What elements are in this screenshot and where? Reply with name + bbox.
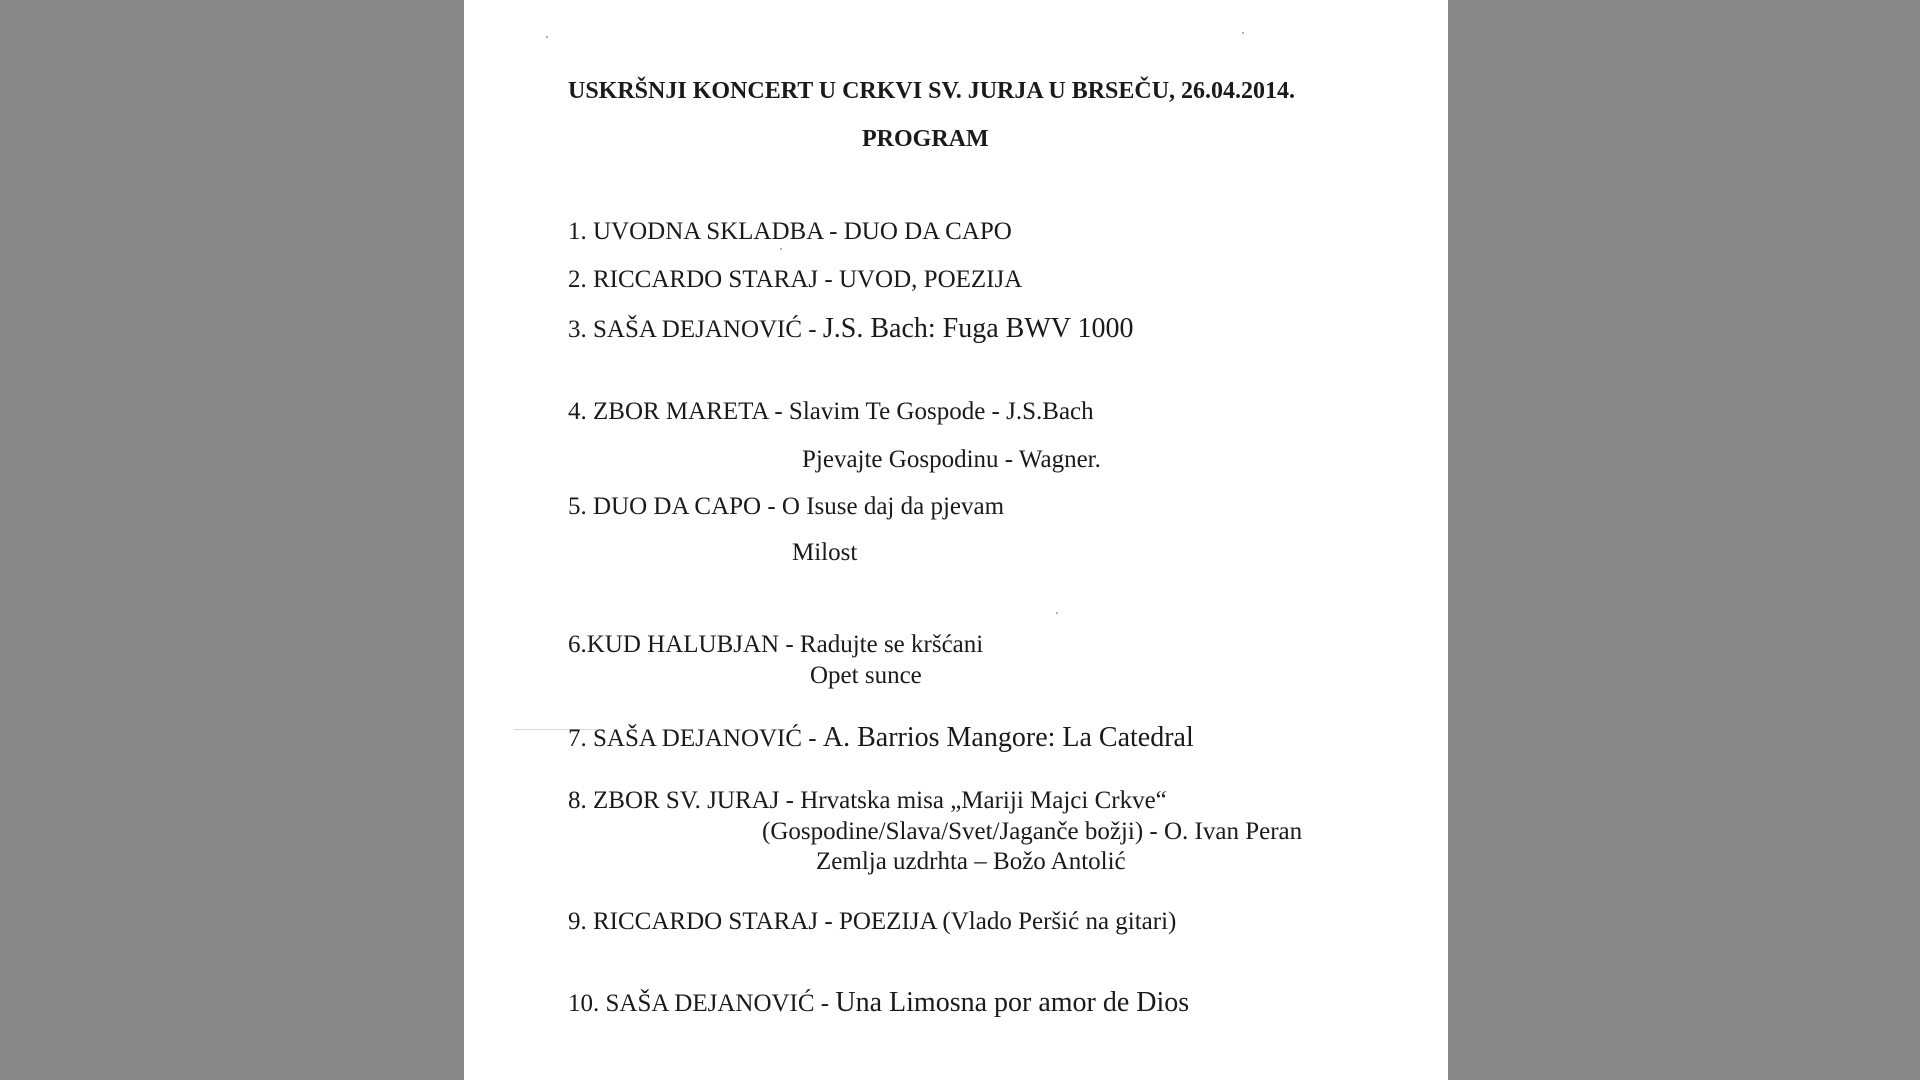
scan-speck (546, 36, 548, 38)
program-item-3 (568, 314, 1134, 345)
program-item-3-performer: 3. SAŠA DEJANOVIĆ - (568, 316, 823, 343)
program-item-8: 8. ZBOR SV. JURAJ - Hrvatska misa „Mariji Majci Crkve“ (568, 787, 1167, 814)
program-item-5: 5. DUO DA CAPO - O Isuse daj da pjevam (568, 493, 1005, 520)
program-item-7-piece: A. Barrios Mangore: La Catedral (822, 722, 1194, 753)
document-title: USKRŠNJI KONCERT U CRKVI SV. JURJA U BRSEČU, 26.04.2014. (568, 78, 1296, 104)
program-item-1: 1. UVODNA SKLADBA - DUO DA CAPO (568, 218, 1012, 245)
scan-speck (780, 248, 782, 250)
program-item-8-line-2: (Gospodine/Slava/Svet/Jaganče božji) - O. Ivan Peran (762, 818, 1303, 845)
program-item-10-piece: Una Limosna por amor de Dios (835, 987, 1190, 1018)
program-item-10 (568, 988, 1189, 1019)
program-item-10-performer: 10. SAŠA DEJANOVIĆ - (568, 990, 836, 1017)
program-item-6: 6.KUD HALUBJAN - Radujte se kršćani (568, 631, 984, 658)
program-item-7-performer: 7. SAŠA DEJANOVIĆ - (568, 725, 823, 752)
scan-speck (1056, 612, 1058, 614)
document-subtitle: PROGRAM (862, 126, 989, 152)
program-item-6-line-2: Opet sunce (810, 662, 922, 689)
program-item-4: 4. ZBOR MARETA - Slavim Te Gospode - J.S.Bach (568, 398, 1094, 425)
program-item-2: 2. RICCARDO STARAJ - UVOD, POEZIJA (568, 266, 1023, 293)
scan-speck (1242, 32, 1244, 34)
program-item-3-piece: J.S. Bach: Fuga BWV 1000 (822, 313, 1134, 344)
program-item-5-line-2: Milost (792, 539, 858, 566)
program-item-4-line-2: Pjevajte Gospodinu - Wagner. (802, 446, 1101, 473)
program-item-8-line-3: Zemlja uzdrhta – Božo Antolić (816, 848, 1126, 875)
program-item-7 (568, 723, 1194, 754)
program-item-9: 9. RICCARDO STARAJ - POEZIJA (Vlado Peršić na gitari) (568, 908, 1177, 935)
document-page (464, 0, 1448, 1080)
